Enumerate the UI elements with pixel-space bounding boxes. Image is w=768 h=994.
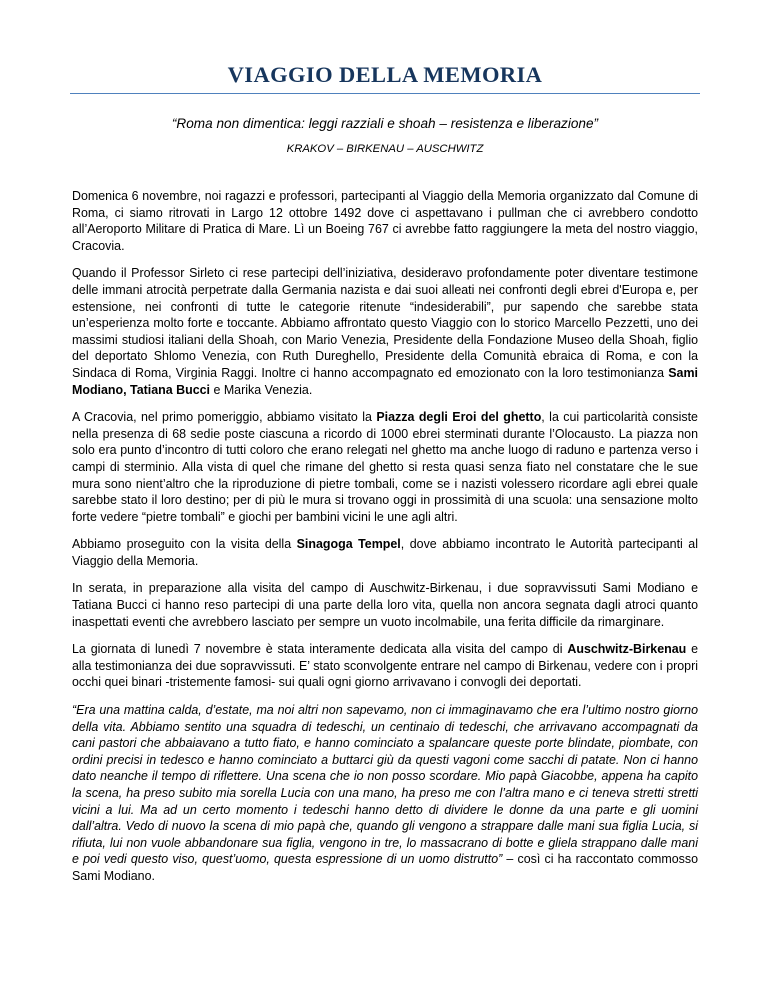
paragraph-6-text: e alla testimonianza dei due sopravvissuti. E’ stato sconvolgente entrare nel campo di Birkenau, vedere con i propri occhi quei binari -tristemente famosi- sui quali ogni giorno arrivavano i convogli dei deportati. — [72, 642, 699, 690]
document-subtitle: “Roma non dimentica: leggi razziali e shoah – resistenza e liberazione” — [171, 116, 599, 131]
paragraph-6-place: Auschwitz-Birkenau — [567, 642, 687, 657]
paragraph-4-start: Abbiamo proseguito con la visita della — [72, 537, 297, 552]
testimony-attribution: – così ci ha raccontato commosso Sami Modiano. — [72, 852, 698, 883]
paragraph-2-end: e Marika Venezia. — [209, 382, 313, 397]
paragraph-4-text: , dove abbiamo incontrato le Autorità partecipanti al Viaggio della Memoria. — [72, 537, 698, 568]
paragraph-3-text: , la cui particolarità consiste nella presenza di 68 sedie poste ciascuna a ricordo di 1000 ebrei sterminati durante l’Olocausto. La piazza non solo era punto d’incontro di tutti coloro che erano relegati nel ghetto ma anche luogo di raduno e partenza verso i campi di sterminio. Alla vista di quel che rimane del ghetto si resta quasi senza fiato nel constatare che le sue mura sono nient’altro che la riproduzione di pietre tombali, come se i nazisti volessero ricordare agli ebrei quale sarebbe stato il loro destino; per di più le mura si trovano oggi in prossimità di una scuola: una sensazione molto forte vedere “pietre tombali” e giochi per bambini vicini le une agli altri. — [72, 410, 698, 524]
document-body — [72, 188, 698, 885]
paragraph-4-place: Sinagoga Tempel — [296, 537, 401, 552]
paragraph-7-quote — [72, 702, 698, 885]
paragraph-6 — [72, 641, 698, 691]
paragraph-5: In serata, in preparazione alla visita del campo di Auschwitz-Birkenau, i due sopravvissuti Sami Modiano e Tatiana Bucci ci hanno reso partecipi di una parte della loro vita, quella non ancora segnata dagli atroci quanto inaspettati eventi che avrebbero lasciato per sempre un vuoto incolmabile, una ferita difficile da rimarginare. — [72, 581, 698, 629]
paragraph-4 — [72, 536, 698, 569]
paragraph-3-start: A Cracovia, nel primo pomeriggio, abbiamo visitato la — [72, 410, 377, 425]
paragraph-1: Domenica 6 novembre, noi ragazzi e professori, partecipanti al Viaggio della Memoria organizzato dal Comune di Roma, ci siamo ritrovati in Largo 12 ottobre 1492 dove ci aspettavano i pullman che ci avrebbero condotto all’Aeroporto Militare di Pratica di Mare. Lì un Boeing 767 ci avrebbe fatto raggiungere la meta del nostro viaggio, Cracovia. — [72, 189, 698, 253]
paragraph-3-place: Piazza degli Eroi del ghetto — [376, 410, 542, 425]
paragraph-3 — [72, 409, 698, 525]
document-title: VIAGGIO DELLA MEMORIA — [227, 62, 543, 87]
title-underline — [70, 93, 700, 94]
paragraph-6-start: La giornata di lunedì 7 novembre è stata interamente dedicata alla visita del campo di — [72, 642, 568, 657]
testimony-quote: “Era una mattina calda, d’estate, ma noi altri non sapevamo, non ci immaginavamo che era l’ultimo nostro giorno della vita. Abbiamo sentito una squadra di tedeschi, un centinaio di tedeschi, che arrivavano accompagnati da cani pastori che abbaiavano a tutto fiato, e hanno cominciato a spalancare queste porte blindate, piombate, con ordini precisi in tedesco e hanno cominciato a buttarci giù da questi vagoni come sacchi di patate. Non ci hanno dato neanche il tempo di riflettere. Una scena che io non posso scordare. Mio papà Giacobbe, appena ha capito la scena, ha preso subito mia sorella Lucia con una mano, ha preso me con l’altra mano e ci teneva stretti stretti vicini a lui. Ma ad un certo momento i tedeschi hanno detto di dividere le donne da una parte e gli uomini dall’altra. Vedo di nuovo la scena di mio papà che, quando gli vengono a strappare dalle mani sua figlia Lucia, si rifiuta, lui non vuole abbandonare sua figlia, vengono in tre, lo massacrano di botte e gliela strappano dalle mani e poi vedi questo viso, quest’uomo, questa espressione di un uomo distrutto” — [72, 703, 698, 867]
paragraph-2-names: Sami Modiano, Tatiana Bucci — [72, 365, 698, 397]
paragraph-2 — [72, 265, 698, 398]
paragraph-2-text: Quando il Professor Sirleto ci rese partecipi dell’iniziativa, desideravo profondamente poter diventare testimone delle immani atrocità perpetrate dalla Germania nazista e dai suoi alleati nei confronti degli ebrei d'Europa e, per estensione, nei confronti di tutte le categorie ritenute “indesiderabili”, pur sapendo che sarebbe stata un’esperienza molto forte e toccante. Abbiamo affrontato questo Viaggio con lo storico Marcello Pezzetti, uno dei massimi studiosi italiani della Shoah, con Mario Venezia, Presidente della Fondazione Museo della Shoah, figlio del deportato Shlomo Venezia, con Ruth Dureghello, Presidente della Comunità ebraica di Roma, e con la Sindaca di Roma, Virginia Raggi. Inoltre ci hanno accompagnato ed emozionato con la loro testimonianza — [72, 266, 698, 380]
document-places: KRAKOV – BIRKENAU – AUSCHWITZ — [286, 143, 484, 155]
